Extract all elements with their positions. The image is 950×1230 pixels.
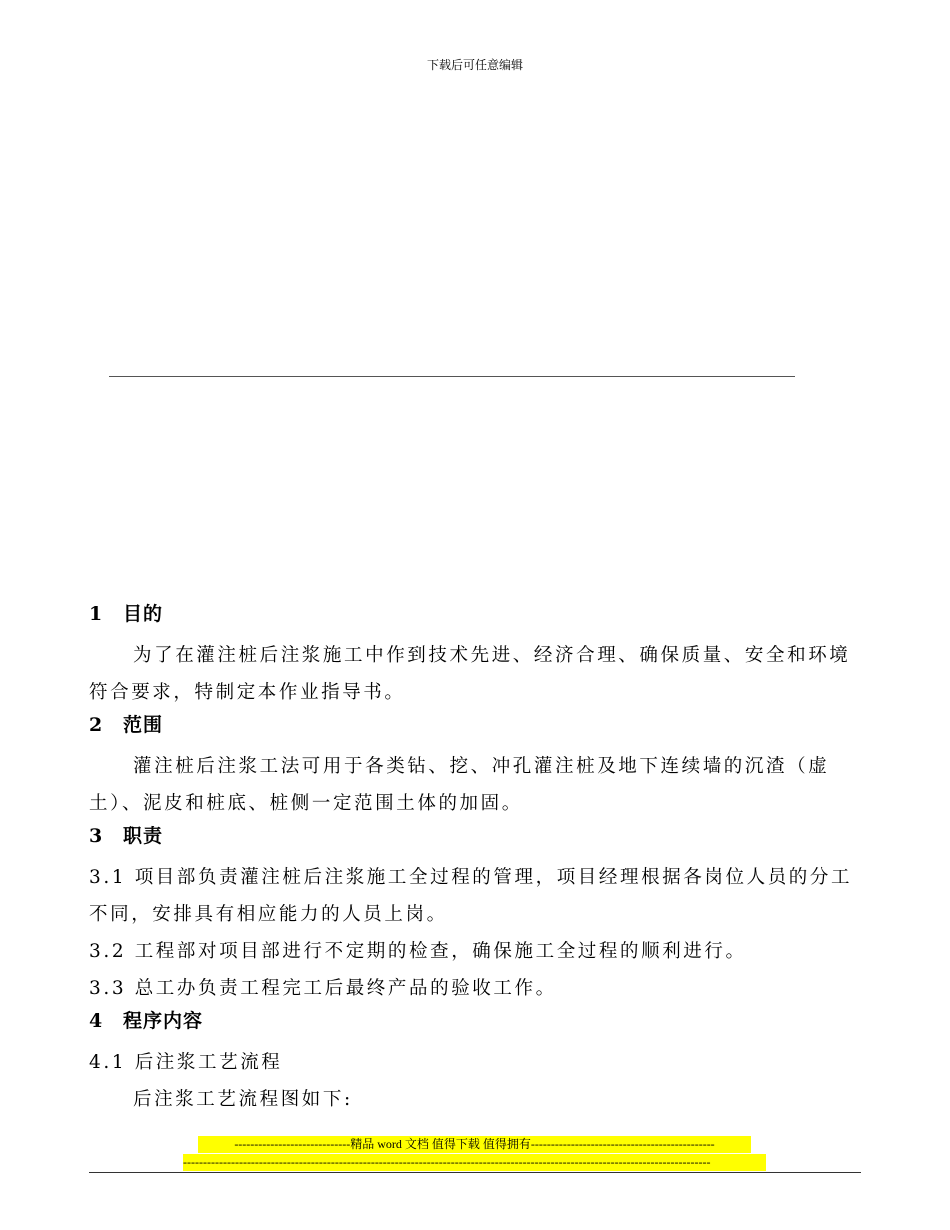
section-heading-1 xyxy=(89,600,861,637)
section-title: 目的 xyxy=(123,603,164,625)
horizontal-rule xyxy=(109,376,795,377)
paragraph: 灌注桩后注浆工法可用于各类钻、挖、冲孔灌注桩及地下连续墙的沉渣（虚土）、泥皮和桩底、桩侧一定范围土体的加固。 xyxy=(89,756,830,814)
section-number: 4 xyxy=(89,1010,104,1032)
section-heading-3 xyxy=(89,822,861,859)
paragraph: 后注浆工艺流程图如下: xyxy=(133,1089,353,1110)
section-number: 1 xyxy=(89,603,104,625)
paragraph: 3.2 工程部对项目部进行不定期的检查，确保施工全过程的顺利进行。 xyxy=(89,941,747,962)
section-number: 2 xyxy=(89,714,104,736)
section-heading-4 xyxy=(89,1007,861,1044)
section-heading-2 xyxy=(89,711,861,748)
paragraph: 为了在灌注桩后注浆施工中作到技术先进、经济合理、确保质量、安全和环境符合要求，特制定本作业指导书。 xyxy=(89,645,851,703)
footer-dashes: ------------------------------------------------------------------------------------------------------------------------------------ xyxy=(183,1154,766,1171)
paragraph: 3.3 总工办负责工程完工后最终产品的验收工作。 xyxy=(89,978,557,999)
paragraph: 4.1 后注浆工艺流程 xyxy=(89,1052,283,1073)
paragraph: 3.1 项目部负责灌注桩后注浆施工全过程的管理，项目经理根据各岗位人员的分工不同，安排具有相应能力的人员上岗。 xyxy=(89,867,853,925)
page-header-note: 下载后可任意编辑 xyxy=(426,58,523,72)
section-title: 职责 xyxy=(123,825,164,847)
section-number: 3 xyxy=(89,825,104,847)
section-title: 范围 xyxy=(123,714,164,736)
section-title: 程序内容 xyxy=(123,1010,204,1032)
footer-banner: -----------------------------精品 word 文档 值得下载 值得拥有---------------------------------------------- xyxy=(198,1136,751,1153)
document-body xyxy=(89,600,861,1118)
footer-rule xyxy=(89,1172,861,1173)
